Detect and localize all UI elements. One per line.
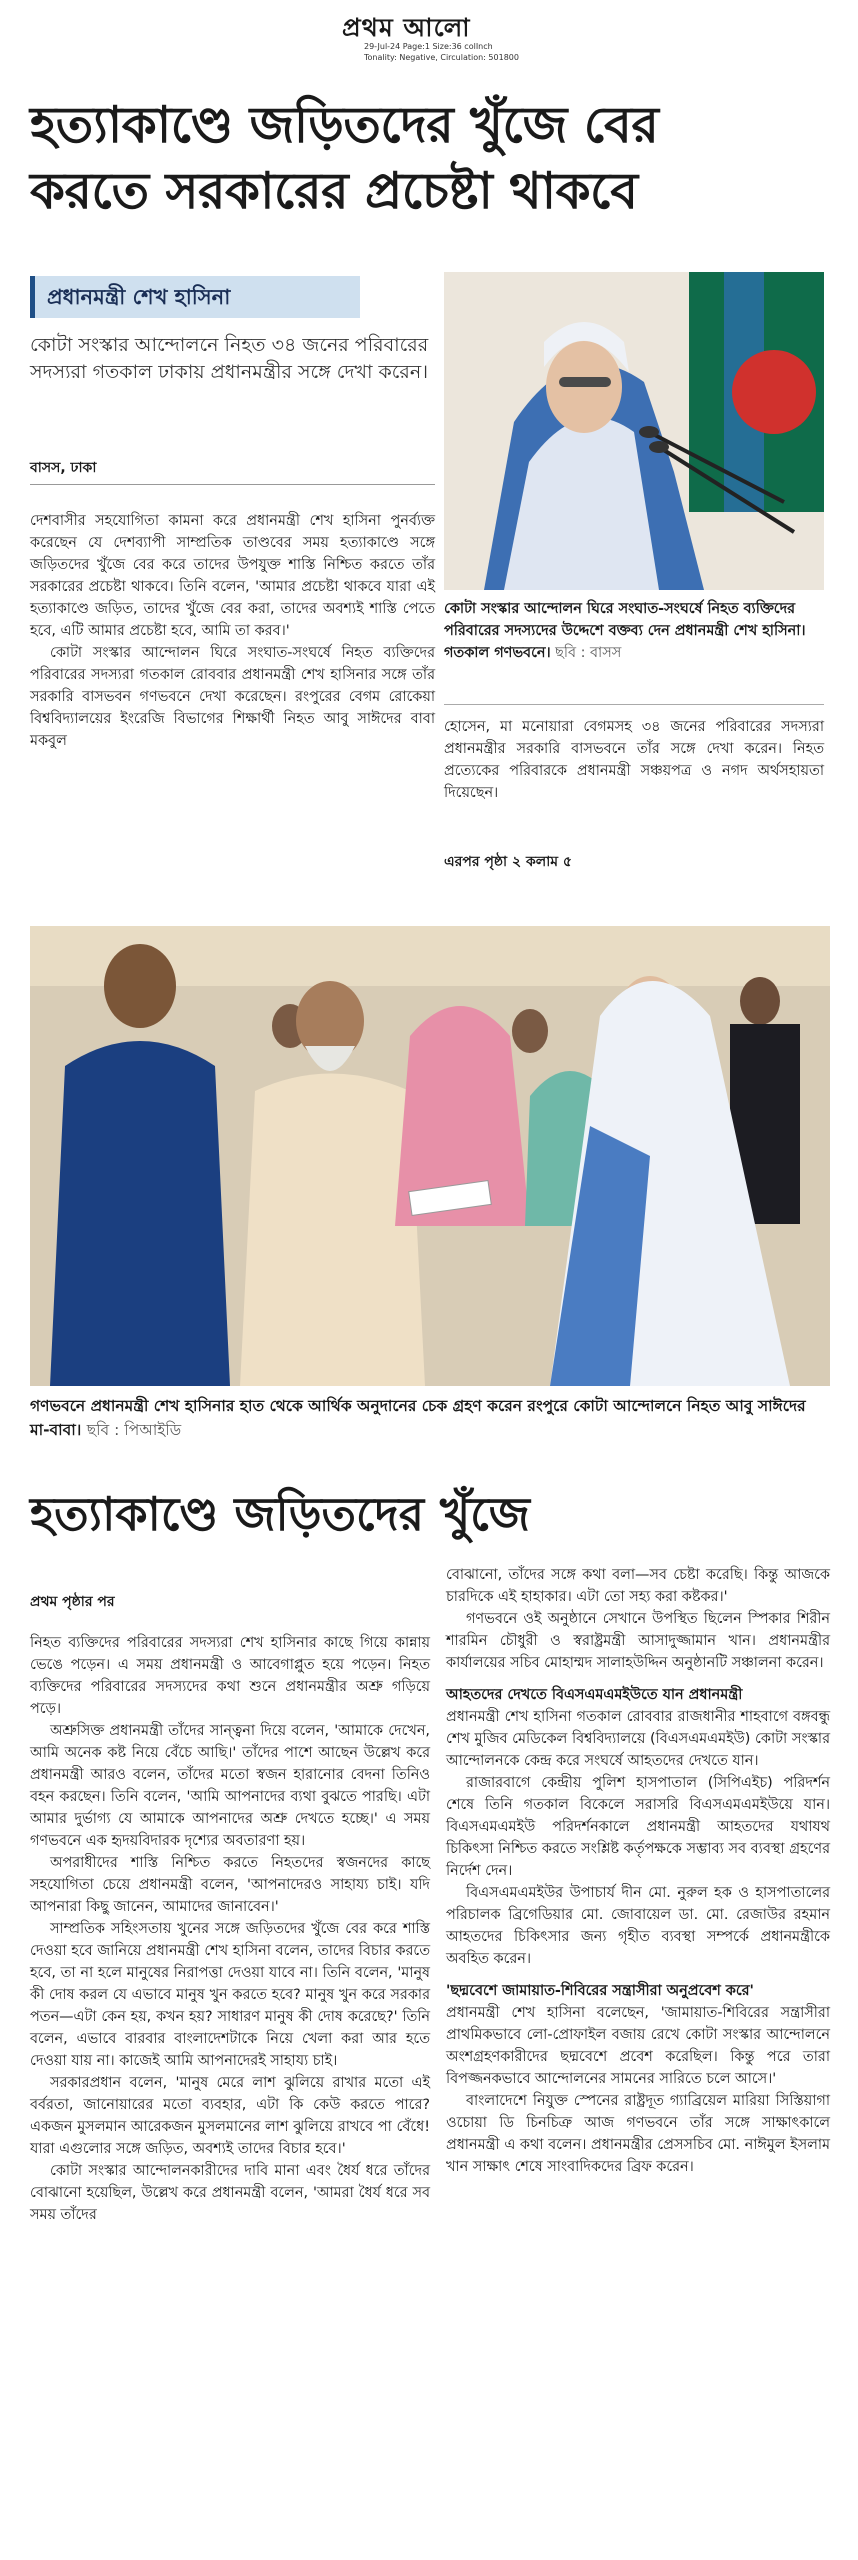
story2-paragraph: সরকারপ্রধান বলেন, 'মানুষ মেরে লাশ ঝুলিয়ে রাখার মতো এই বর্বরতা, জানোয়ারের মতো ব্যবহার, এটা কি কেউ করতে পারে? একজন মুসলমান আরেকজন মুসলমানের লাশ ঝুলিয়ে রাখবে পা বেঁধে! যারা এগুলোর সঙ্গে জড়িত, অবশ্যই তাদের বিচার হবে।' bbox=[30, 2075, 430, 2157]
cheque-handover-photo-art bbox=[30, 926, 830, 1386]
story2-paragraph: রাজারবাগে কেন্দ্রীয় পুলিশ হাসপাতাল (সিপিএইচ) পরিদর্শন শেষে তিনি গতকাল বিকেলে সরাসরি বিএসএমএমইউয়ে যান। বিএসএমএমইউ পরিদর্শনকালে প্রধানমন্ত্রী আহতদের যথাযথ চিকিৎসা নিশ্চিত করতে সংশ্লিষ্ট কর্তৃপক্ষকে সম্ভাব্য সব ব্যবস্থা গ্রহণের নির্দেশ দেন। bbox=[446, 1775, 830, 1879]
photo2-credit: ছবি : পিআইডি bbox=[86, 1421, 182, 1439]
story2-paragraph: গণভবনে ওই অনুষ্ঠানে সেখানে উপস্থিত ছিলেন স্পিকার শিরীন শারমিন চৌধুরী ও স্বরাষ্ট্রমন্ত্রী আসাদুজ্জামান খান। প্রধানমন্ত্রীর কার্যালয়ের সচিব মোহাম্মদ সালাহউদ্দিন অনুষ্ঠানটি সঞ্চালনা করেন। bbox=[446, 1611, 830, 1671]
story2-paragraph: বাংলাদেশে নিযুক্ত স্পেনের রাষ্ট্রদূত গ্যাব্রিয়েল মারিয়া সিস্তিয়াগা ওচোয়া ডি চিনচিত্রু আজ গণভবনে তাঁর সঙ্গে সাক্ষাৎকালে প্রধানমন্ত্রী এ কথা বলেন। প্রধানমন্ত্রীর প্রেসসচিব মো. নাঈমুল ইসলাম খান সাক্ষাৎ শেষে সাংবাদিকদের ব্রিফ করেন। bbox=[446, 2093, 830, 2175]
continued-from-label: প্রথম পৃষ্ঠার পর bbox=[30, 1594, 115, 1610]
photo1-caption bbox=[444, 598, 824, 664]
subhead-bsmmu-visit: আহতদের দেখতে বিএসএমএমইউতে যান প্রধানমন্ত্রী bbox=[446, 1687, 743, 1703]
clipping-meta-line1: 29-Jul-24 Page:1 Size:36 colInch bbox=[364, 42, 493, 51]
byline-divider bbox=[30, 484, 435, 485]
story2-paragraph: বোঝানো, তাঁদের সঙ্গে কথা বলা—সব চেষ্টা করেছি। কিন্তু আজকে চারদিকে এই হাহাকার। এটা তো সহ্য করা কষ্টকর।' bbox=[446, 1567, 830, 1605]
inside-headline: হত্যাকাণ্ডে জড়িতদের খুঁজে bbox=[30, 1487, 530, 1541]
story2-right-column bbox=[446, 1564, 830, 2178]
masthead bbox=[0, 8, 858, 72]
story2-paragraph: বিএসএমএমইউর উপাচার্য দীন মো. নুরুল হক ও হাসপাতালের পরিচালক ব্রিগেডিয়ার মো. জোবায়েল ডা. মো. রেজাউর রহমান আহতদের চিকিৎসার জন্য গৃহীত ব্যবস্থা সম্পর্কে প্রধানমন্ত্রীকে অবহিত করেন। bbox=[446, 1885, 830, 1967]
headline-line1: হত্যাকাণ্ডে জড়িতদের খুঁজে বের bbox=[30, 95, 659, 154]
logo-text: প্রথম আলো bbox=[342, 13, 471, 42]
story2-paragraph: অশ্রুসিক্ত প্রধানমন্ত্রী তাঁদের সান্ত্বনা দিয়ে বলেন, 'আমাকে দেখেন, আমি অনেক কষ্ট নিয়ে বেঁচে আছি।' তাঁদের পাশে আছেন উল্লেখ করে প্রধানমন্ত্রী আরও বলেন, তাঁদের মতো স্বজন হারানোর বেদনা তিনিও বহন করছেন। তিনি বলেন, 'আমি আপনাদের ব্যথা বুঝতে পারছি। এটা আমার দুর্ভাগ্য যে আমাকে আপনাদের অশ্রু দেখতে হচ্ছে।' এ সময় গণভবনে এক হৃদয়বিদারক দৃশ্যের অবতারণা হয়। bbox=[30, 1723, 430, 1849]
main-headline bbox=[30, 92, 830, 224]
story2-paragraph: সাম্প্রতিক সহিংসতায় খুনের সঙ্গে জড়িতদের খুঁজে বের করে শাস্তি দেওয়া হবে জানিয়ে প্রধানমন্ত্রী শেখ হাসিনা বলেন, তাদের বিচার করতে হবে, তা না হলে মানুষের নিরাপত্তা দেওয়া যাবে না। তিনি বলেন, 'মানুষ কী দোষ করল যে এভাবে মানুষ খুন করতে হবে? মানুষ খুন করে সরকার পতন—এটা কেন হয়, কখন হয়? সাধারণ মানুষ কী দোষ করেছে?' তিনি বলেন, এভাবে বারবার বাংলাদেশটাকে নিয়ে খেলা করা আর হতে দেওয়া যায় না। কাজেই আমি আপনাদেরই সাহায্য চাই। bbox=[30, 1921, 430, 2069]
story2-paragraph: নিহত ব্যক্তিদের পরিবারের সদস্যরা শেখ হাসিনার কাছে গিয়ে কান্নায় ভেঙে পড়েন। এ সময় প্রধানমন্ত্রী ও আবেগাপ্লুত হয়ে পড়েন। নিহত ব্যক্তিদের পরিবারের সদস্যদের কথা শুনে প্রধানমন্ত্রীর অশ্রু গড়িয়ে পড়ে। bbox=[30, 1635, 430, 1717]
kicker-label: প্রধানমন্ত্রী শেখ হাসিনা bbox=[30, 276, 360, 318]
jump-line: এরপর পৃষ্ঠা ২ কলাম ৫ bbox=[444, 854, 572, 870]
cheque-handover-photo bbox=[30, 926, 830, 1386]
caption-divider bbox=[444, 704, 824, 705]
story1-continuation bbox=[444, 716, 824, 804]
byline: বাসস, ঢাকা bbox=[30, 460, 97, 476]
subhead-infiltration: 'ছদ্মবেশে জামায়াত-শিবিরের সন্ত্রাসীরা অনুপ্রবেশ করে' bbox=[446, 1983, 754, 1999]
story2-left-column bbox=[30, 1632, 430, 2226]
clipping-meta-line2: Tonality: Negative, Circulation: 501800 bbox=[364, 53, 519, 62]
story2-paragraph: অপরাধীদের শাস্তি নিশ্চিত করতে নিহতদের স্বজনদের কাছে সহযোগিতা চেয়ে প্রধানমন্ত্রী বলেন, 'আপনাদেরও সাহায্য চাই। যদি আপনারা কিছু জানেন, আমাদের জানাবেন।' bbox=[30, 1855, 430, 1915]
story2-paragraph: কোটা সংস্কার আন্দোলনকারীদের দাবি মানা এবং ধৈর্য ধরে তাঁদের বোঝানো হয়েছিল, উল্লেখ করে প্রধানমন্ত্রী বলেন, 'আমরা ধৈর্য ধরে সব সময় তাঁদের bbox=[30, 2163, 430, 2223]
pm-speech-photo bbox=[444, 272, 824, 590]
story1-paragraph: হোসেন, মা মনোয়ারা বেগমসহ ৩৪ জনের পরিবারের সদস্যরা প্রধানমন্ত্রীর সরকারি বাসভবনে তাঁর সঙ্গে দেখা করেন। নিহত প্রত্যেকের পরিবারকে প্রধানমন্ত্রী সঞ্চয়পত্র ও নগদ অর্থসহায়তা দিয়েছেন। bbox=[444, 719, 824, 801]
story2-paragraph: প্রধানমন্ত্রী শেখ হাসিনা বলেছেন, 'জামায়াত-শিবিরের সন্ত্রাসীরা প্রাথমিকভাবে লো-প্রোফাইল বজায় রেখে কোটা সংস্কার আন্দোলনে অংশগ্রহণকারীদের ছদ্মবেশে প্রবেশ করেছিল। কিন্তু পরে তারা বিপজ্জনকভাবে আন্দোলনের সামনের সারিতে চলে আসে।' bbox=[446, 2005, 830, 2087]
story1-paragraph: কোটা সংস্কার আন্দোলন ঘিরে সংঘাত-সংঘর্ষে নিহত ব্যক্তিদের পরিবারের সদস্যরা গতকাল রোববার প্রধানমন্ত্রী শেখ হাসিনার সঙ্গে তাঁর সরকারি বাসভবন গণভবনে দেখা করেছেন। রংপুরের বেগম রোকেয়া বিশ্ববিদ্যালয়ের ইংরেজি বিভাগের শিক্ষার্থী নিহত আবু সাঈদের বাবা মকবুল bbox=[30, 645, 435, 749]
intro-summary: কোটা সংস্কার আন্দোলনে নিহত ৩৪ জনের পরিবারের সদস্যরা গতকাল ঢাকায় প্রধানমন্ত্রীর সঙ্গে দেখা করেন। bbox=[30, 334, 429, 383]
story1-body bbox=[30, 510, 435, 752]
photo1-credit: ছবি : বাসস bbox=[555, 645, 622, 661]
pm-speech-photo-art bbox=[444, 272, 824, 590]
photo1-caption-text: কোটা সংস্কার আন্দোলন ঘিরে সংঘাত-সংঘর্ষে নিহত ব্যক্তিদের পরিবারের সদস্যদের উদ্দেশে বক্তব্য দেন প্রধানমন্ত্রী শেখ হাসিনা। গতকাল গণভবনে। bbox=[444, 601, 806, 661]
story1-paragraph: দেশবাসীর সহযোগিতা কামনা করে প্রধানমন্ত্রী শেখ হাসিনা পুনর্ব্যক্ত করেছেন যে দেশব্যাপী সাম্প্রতিক তাণ্ডবের সময় হত্যাকাণ্ডে সঙ্গে জড়িতদের খুঁজে বের করে তাদের উপযুক্ত শাস্তি নিশ্চিত করতে তাঁর সরকারের প্রচেষ্টা থাকবে। তিনি বলেন, 'আমার প্রচেষ্টা থাকবে যারা এই হত্যাকাণ্ডে জড়িত, তাদের খুঁজে বের করা, তাদের অবশ্যই শাস্তি পেতে হবে, এটি আমার প্রচেষ্টা হবে, আমি তা করব।' bbox=[30, 513, 435, 639]
story2-paragraph: প্রধানমন্ত্রী শেখ হাসিনা গতকাল রোববার রাজধানীর শাহবাগে বঙ্গবন্ধু শেখ মুজিব মেডিকেল বিশ্ববিদ্যালয়ে (বিএসএমএমইউ) কোটা সংস্কার আন্দোলনকে কেন্দ্র করে সংঘর্ষে আহতদের দেখতে যান। bbox=[446, 1709, 830, 1769]
headline-line2: করতে সরকারের প্রচেষ্টা থাকবে bbox=[30, 161, 638, 220]
photo2-caption bbox=[30, 1394, 830, 1442]
photo2-caption-text: গণভবনে প্রধানমন্ত্রী শেখ হাসিনার হাত থেকে আর্থিক অনুদানের চেক গ্রহণ করেন রংপুরে কোটা আন্দোলনে নিহত আবু সাঈদের মা-বাবা। bbox=[30, 1397, 806, 1439]
